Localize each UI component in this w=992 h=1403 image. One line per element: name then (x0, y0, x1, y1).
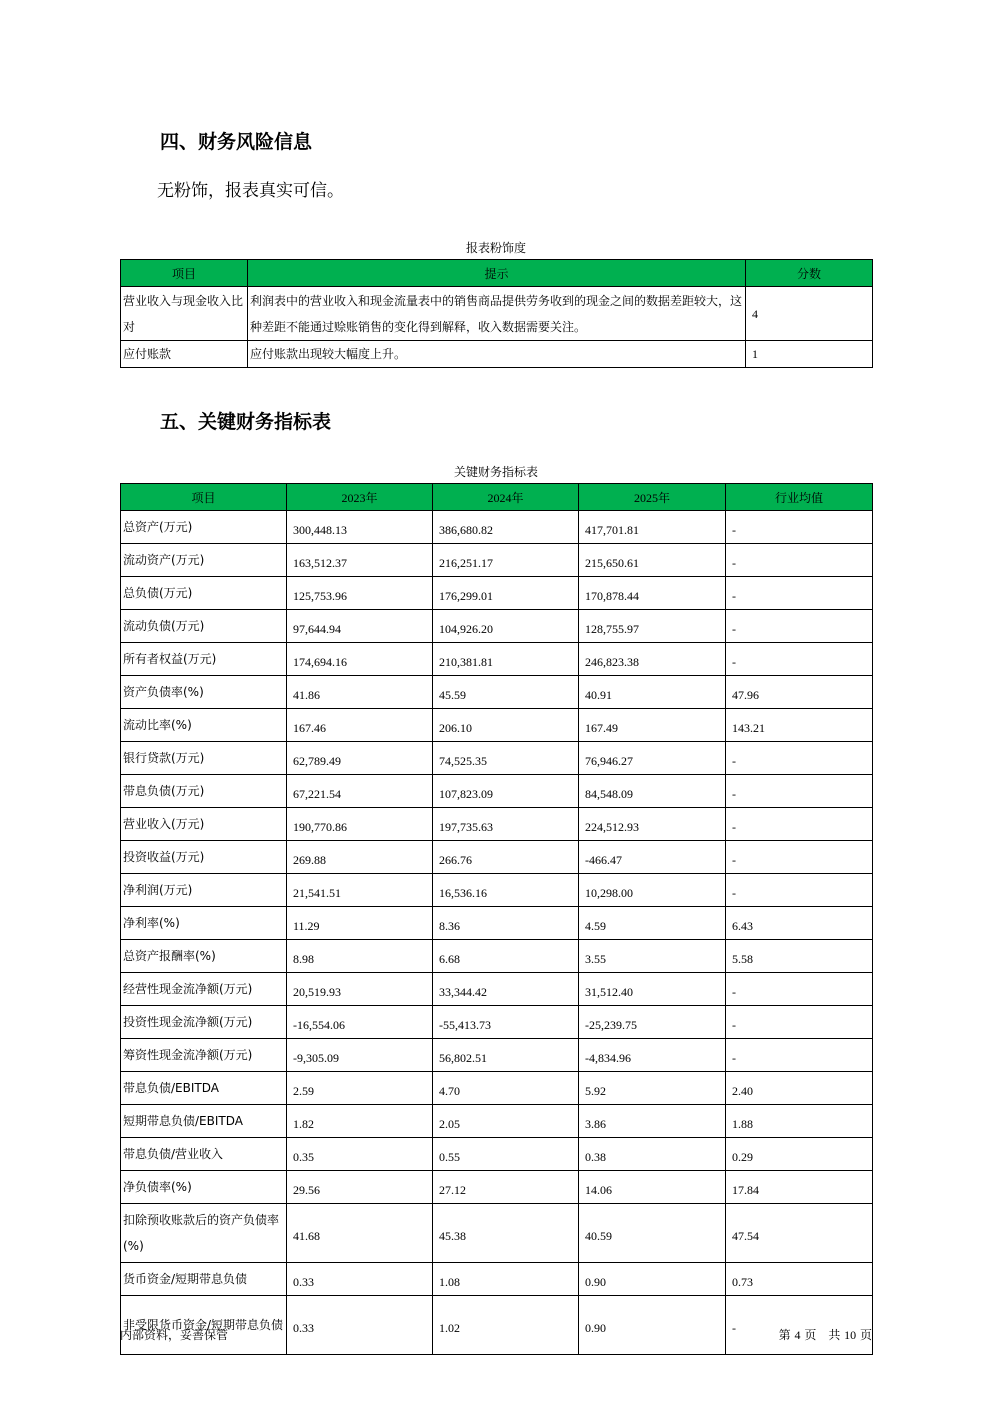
indicator-name-cell: 总负债(万元) (121, 577, 287, 610)
value-2024-cell: 4.70 (433, 1072, 579, 1105)
industry-avg-cell: 47.96 (726, 676, 873, 709)
whitewash-score-cell: 1 (746, 341, 873, 368)
table-row (121, 775, 873, 808)
table-row (121, 577, 873, 610)
table-header-row (121, 484, 873, 511)
value-2025-cell: 14.06 (579, 1171, 726, 1204)
indicator-table (120, 483, 873, 1355)
indicator-name-cell: 流动比率(%) (121, 709, 287, 742)
indicator-name-cell: 净利率(%) (121, 907, 287, 940)
table-row (121, 1138, 873, 1171)
indicator-name-cell: 非受限货币资金/短期带息负债 (121, 1296, 287, 1355)
value-2025-cell: 246,823.38 (579, 643, 726, 676)
value-2024-cell: 210,381.81 (433, 643, 579, 676)
indicator-name-cell: 经营性现金流净额(万元) (121, 973, 287, 1006)
value-2024-cell: 266.76 (433, 841, 579, 874)
table-row (121, 808, 873, 841)
table-row (121, 544, 873, 577)
page-mid: 页 共 (804, 1328, 841, 1342)
value-2025-cell: 224,512.93 (579, 808, 726, 841)
value-2024-cell: 45.38 (433, 1204, 579, 1263)
value-2023-cell: 167.46 (287, 709, 433, 742)
header-2023: 2023年 (287, 484, 433, 511)
value-2025-cell: 170,878.44 (579, 577, 726, 610)
value-2023-cell: 11.29 (287, 907, 433, 940)
indicator-name-cell: 所有者权益(万元) (121, 643, 287, 676)
value-2024-cell: 107,823.09 (433, 775, 579, 808)
indicator-name-cell: 货币资金/短期带息负债 (121, 1263, 287, 1296)
value-2023-cell: 1.82 (287, 1105, 433, 1138)
section-5-title: 五、关键财务指标表 (160, 411, 332, 433)
value-2025-cell: 417,701.81 (579, 511, 726, 544)
value-2025-cell: -25,239.75 (579, 1006, 726, 1039)
value-2024-cell: 1.08 (433, 1263, 579, 1296)
value-2023-cell: 67,221.54 (287, 775, 433, 808)
whitewash-hint-cell: 应付账款出现较大幅度上升。 (248, 341, 746, 368)
value-2024-cell: 27.12 (433, 1171, 579, 1204)
table-row (121, 1105, 873, 1138)
value-2023-cell: 41.68 (287, 1204, 433, 1263)
section-4-title: 四、财务风险信息 (160, 131, 313, 153)
table-row (121, 1039, 873, 1072)
table-row (121, 940, 873, 973)
value-2023-cell: 300,448.13 (287, 511, 433, 544)
industry-avg-cell: 5.58 (726, 940, 873, 973)
table-row (121, 643, 873, 676)
industry-avg-cell: 143.21 (726, 709, 873, 742)
industry-avg-cell: - (726, 1296, 873, 1355)
value-2023-cell: 97,644.94 (287, 610, 433, 643)
industry-avg-cell: - (726, 808, 873, 841)
industry-avg-cell: - (726, 643, 873, 676)
footer-page-number (779, 1326, 872, 1343)
indicator-name-cell: 筹资性现金流净额(万元) (121, 1039, 287, 1072)
table-row (121, 841, 873, 874)
value-2025-cell: 84,548.09 (579, 775, 726, 808)
value-2024-cell: 104,926.20 (433, 610, 579, 643)
industry-avg-cell: - (726, 610, 873, 643)
value-2025-cell: 167.49 (579, 709, 726, 742)
industry-avg-cell: 6.43 (726, 907, 873, 940)
indicator-name-cell: 银行贷款(万元) (121, 742, 287, 775)
value-2024-cell: 0.55 (433, 1138, 579, 1171)
section-4-text: 无粉饰，报表真实可信。 (157, 181, 344, 201)
value-2023-cell: 29.56 (287, 1171, 433, 1204)
whitewash-score-cell: 4 (746, 287, 873, 341)
value-2024-cell: 2.05 (433, 1105, 579, 1138)
value-2024-cell: 45.59 (433, 676, 579, 709)
value-2024-cell: 197,735.63 (433, 808, 579, 841)
value-2024-cell: -55,413.73 (433, 1006, 579, 1039)
value-2025-cell: 4.59 (579, 907, 726, 940)
value-2023-cell: 21,541.51 (287, 874, 433, 907)
value-2024-cell: 176,299.01 (433, 577, 579, 610)
value-2024-cell: 74,525.35 (433, 742, 579, 775)
industry-avg-cell: - (726, 511, 873, 544)
industry-avg-cell: - (726, 841, 873, 874)
industry-avg-cell: - (726, 1006, 873, 1039)
indicator-name-cell: 资产负债率(%) (121, 676, 287, 709)
indicator-name-cell: 带息负债/营业收入 (121, 1138, 287, 1171)
table-header-row (121, 260, 873, 287)
value-2025-cell: 76,946.27 (579, 742, 726, 775)
industry-avg-cell: 0.73 (726, 1263, 873, 1296)
industry-avg-cell: 17.84 (726, 1171, 873, 1204)
table-row (121, 1263, 873, 1296)
value-2025-cell: 31,512.40 (579, 973, 726, 1006)
table-row (121, 610, 873, 643)
value-2025-cell: 0.38 (579, 1138, 726, 1171)
table-row (121, 1171, 873, 1204)
table-row (121, 1204, 873, 1263)
value-2024-cell: 216,251.17 (433, 544, 579, 577)
whitewash-table-caption: 报表粉饰度 (465, 241, 526, 255)
value-2023-cell: 0.33 (287, 1296, 433, 1355)
value-2023-cell: 174,694.16 (287, 643, 433, 676)
table-row (121, 742, 873, 775)
value-2024-cell: 1.02 (433, 1296, 579, 1355)
header-2024: 2024年 (433, 484, 579, 511)
page-current: 4 (794, 1328, 801, 1342)
value-2025-cell: 3.55 (579, 940, 726, 973)
indicator-name-cell: 投资收益(万元) (121, 841, 287, 874)
indicator-name-cell: 投资性现金流净额(万元) (121, 1006, 287, 1039)
page-prefix: 第 (778, 1328, 791, 1342)
industry-avg-cell: - (726, 577, 873, 610)
industry-avg-cell: 1.88 (726, 1105, 873, 1138)
industry-avg-cell: - (726, 742, 873, 775)
value-2023-cell: 125,753.96 (287, 577, 433, 610)
value-2023-cell: 2.59 (287, 1072, 433, 1105)
table-row (121, 973, 873, 1006)
header-item: 项目 (121, 484, 287, 511)
indicator-name-cell: 总资产(万元) (121, 511, 287, 544)
value-2025-cell: 0.90 (579, 1296, 726, 1355)
whitewash-table (120, 259, 873, 368)
value-2025-cell: 10,298.00 (579, 874, 726, 907)
industry-avg-cell: 0.29 (726, 1138, 873, 1171)
value-2024-cell: 56,802.51 (433, 1039, 579, 1072)
value-2025-cell: 40.59 (579, 1204, 726, 1263)
indicator-name-cell: 净利润(万元) (121, 874, 287, 907)
value-2023-cell: 20,519.93 (287, 973, 433, 1006)
value-2023-cell: 41.86 (287, 676, 433, 709)
indicator-name-cell: 总资产报酬率(%) (121, 940, 287, 973)
industry-avg-cell: - (726, 544, 873, 577)
industry-avg-cell: - (726, 874, 873, 907)
value-2025-cell: -4,834.96 (579, 1039, 726, 1072)
indicator-name-cell: 短期带息负债/EBITDA (121, 1105, 287, 1138)
industry-avg-cell: - (726, 973, 873, 1006)
table-row (121, 511, 873, 544)
table-row (121, 341, 873, 368)
header-2025: 2025年 (579, 484, 726, 511)
value-2024-cell: 16,536.16 (433, 874, 579, 907)
table-row (121, 1006, 873, 1039)
table-row (121, 1296, 873, 1355)
value-2024-cell: 33,344.42 (433, 973, 579, 1006)
value-2025-cell: 3.86 (579, 1105, 726, 1138)
value-2023-cell: -16,554.06 (287, 1006, 433, 1039)
page-total: 10 (844, 1328, 857, 1342)
value-2023-cell: -9,305.09 (287, 1039, 433, 1072)
header-hint: 提示 (248, 260, 746, 287)
indicator-name-cell: 带息负债(万元) (121, 775, 287, 808)
page-suffix: 页 (859, 1328, 872, 1342)
value-2025-cell: 215,650.61 (579, 544, 726, 577)
table-row (121, 676, 873, 709)
table-row (121, 1072, 873, 1105)
header-industry-avg: 行业均值 (726, 484, 873, 511)
whitewash-item-cell: 营业收入与现金收入比对 (121, 287, 248, 341)
value-2025-cell: 5.92 (579, 1072, 726, 1105)
header-item: 项目 (121, 260, 248, 287)
whitewash-item-cell: 应付账款 (121, 341, 248, 368)
value-2023-cell: 62,789.49 (287, 742, 433, 775)
indicator-name-cell: 扣除预收账款后的资产负债率(%) (121, 1204, 287, 1263)
indicator-name-cell: 营业收入(万元) (121, 808, 287, 841)
industry-avg-cell: - (726, 775, 873, 808)
whitewash-hint-cell: 利润表中的营业收入和现金流量表中的销售商品提供劳务收到的现金之间的数据差距较大，这种差距不能通过赊账销售的变化得到解释，收入数据需要关注。 (248, 287, 746, 341)
value-2023-cell: 190,770.86 (287, 808, 433, 841)
table-row (121, 709, 873, 742)
value-2023-cell: 0.33 (287, 1263, 433, 1296)
table-row (121, 907, 873, 940)
value-2024-cell: 206.10 (433, 709, 579, 742)
industry-avg-cell: - (726, 1039, 873, 1072)
indicator-name-cell: 带息负债/EBITDA (121, 1072, 287, 1105)
indicator-table-caption: 关键财务指标表 (453, 465, 538, 479)
value-2023-cell: 0.35 (287, 1138, 433, 1171)
indicator-name-cell: 流动负债(万元) (121, 610, 287, 643)
value-2023-cell: 269.88 (287, 841, 433, 874)
value-2024-cell: 386,680.82 (433, 511, 579, 544)
value-2023-cell: 163,512.37 (287, 544, 433, 577)
value-2025-cell: 40.91 (579, 676, 726, 709)
value-2025-cell: 0.90 (579, 1263, 726, 1296)
value-2025-cell: 128,755.97 (579, 610, 726, 643)
table-row (121, 874, 873, 907)
indicator-name-cell: 流动资产(万元) (121, 544, 287, 577)
value-2025-cell: -466.47 (579, 841, 726, 874)
value-2024-cell: 8.36 (433, 907, 579, 940)
industry-avg-cell: 2.40 (726, 1072, 873, 1105)
table-row (121, 287, 873, 341)
industry-avg-cell: 47.54 (726, 1204, 873, 1263)
header-score: 分数 (746, 260, 873, 287)
indicator-name-cell: 净负债率(%) (121, 1171, 287, 1204)
value-2024-cell: 6.68 (433, 940, 579, 973)
value-2023-cell: 8.98 (287, 940, 433, 973)
footer-confidential-note: 内部资料，妥善保管 (120, 1328, 229, 1342)
